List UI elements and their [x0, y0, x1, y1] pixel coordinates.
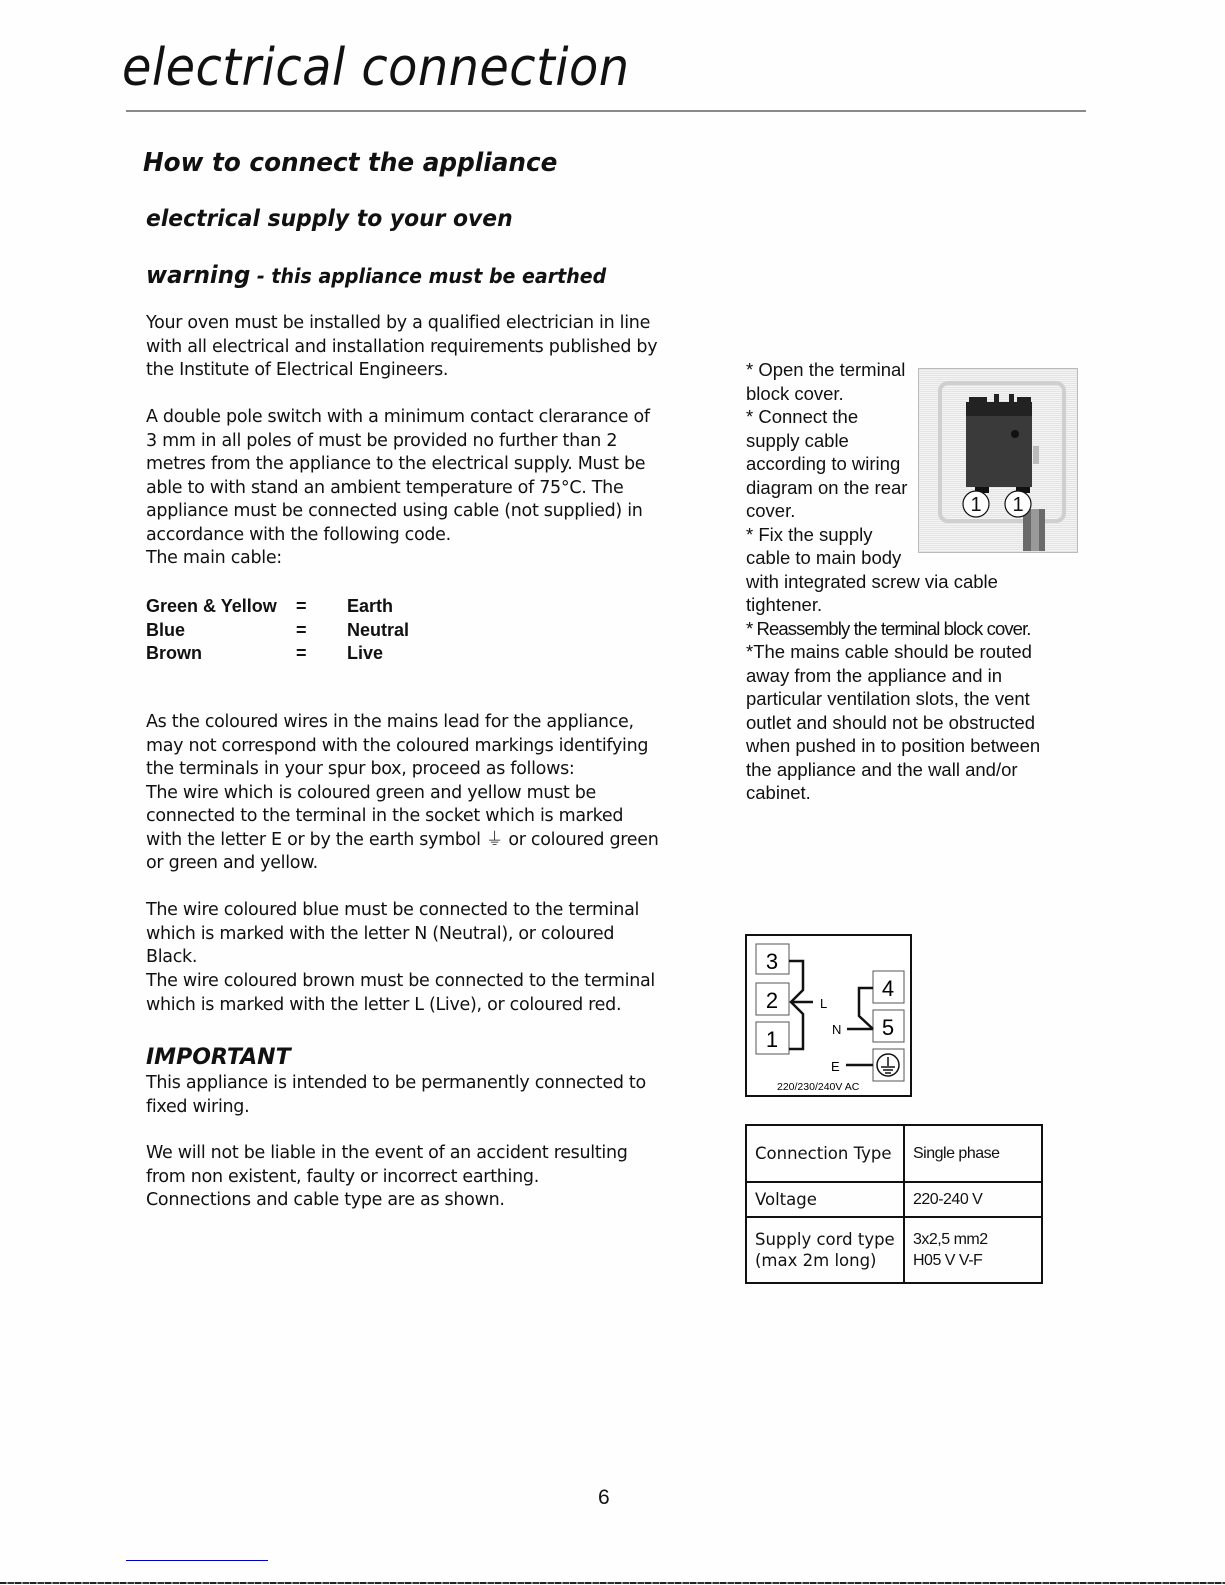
table-row: [746, 1182, 1042, 1217]
link-underline[interactable]: [126, 1560, 268, 1561]
text-line: diagram on the rear: [746, 476, 908, 498]
terminal-block-photo: [918, 368, 1078, 553]
spec-value: 220-240 V: [904, 1182, 1042, 1217]
text-line: The wire which is coloured green and yellow must be: [146, 782, 597, 803]
text-line: or green and yellow.: [146, 853, 318, 873]
text-line: away from the appliance and in: [746, 664, 1003, 686]
text-line: The main cable:: [146, 548, 282, 568]
terminal-1-label: 1: [765, 1027, 779, 1052]
text-line: particular ventilation slots, the vent: [746, 688, 1030, 709]
steps-narrow-block: [746, 358, 916, 570]
coloured-wires-paragraph: [146, 711, 666, 876]
spec-key: Connection Type: [746, 1125, 904, 1182]
text-line: supply cable: [746, 429, 849, 451]
warning-text: - this appliance must be earthed: [250, 264, 607, 288]
text-line: with integrated screw via cable: [746, 570, 998, 592]
wire-colour: Blue: [146, 619, 186, 640]
equals-sign: =: [296, 619, 307, 640]
wiring-diagram: [745, 934, 912, 1097]
subsection-heading: electrical supply to your oven: [146, 206, 513, 232]
text-line: Supply cord type: [755, 1230, 895, 1249]
text-line: may not correspond with the coloured markings identifying: [146, 735, 649, 756]
warning-label: warning: [146, 261, 251, 289]
text-line: * Fix the supply: [746, 523, 873, 545]
section-heading: How to connect the appliance: [143, 148, 558, 178]
terminal-block-illustration: [919, 369, 1077, 552]
liability-paragraph: [146, 1142, 666, 1213]
voltage-label: 220/230/240V AC: [777, 1081, 860, 1093]
neutral-label: N: [832, 1022, 842, 1037]
equals-sign: =: [296, 643, 307, 663]
spec-key: Voltage: [746, 1182, 904, 1217]
text-line: *The mains cable should be routed: [746, 641, 1032, 662]
text-line: metres from the appliance to the electrical supply. Must be: [146, 454, 646, 474]
table-row: [746, 1125, 1042, 1182]
page-title: electrical connection: [122, 38, 630, 98]
text-line: 3x2,5 mm2: [913, 1231, 988, 1248]
text-line: according to wiring: [746, 453, 901, 474]
text-line: cover.: [746, 500, 796, 521]
wire-colour: Brown: [146, 643, 202, 663]
page-number: 6: [598, 1486, 610, 1509]
text-line: * Open the terminal: [746, 359, 906, 380]
text-line: when pushed in to position between: [746, 735, 1041, 756]
text-line: tightener.: [746, 594, 823, 615]
live-label: L: [820, 996, 828, 1011]
photo-label: 1: [1012, 494, 1024, 516]
photo-label: 1: [970, 494, 982, 516]
text-line: connected to the terminal in the socket which is marked: [146, 806, 624, 826]
bottom-border: [0, 1582, 1225, 1584]
text-line: the terminals in your spur box, proceed as follows:: [146, 759, 575, 779]
text-line: with the letter E or by the earth symbol ⏚ or coloured green: [146, 829, 659, 850]
text-line: We will not be liable in the event of an accident resulting: [146, 1143, 628, 1163]
text-line: block cover.: [746, 382, 844, 404]
connection-spec-table: [745, 1124, 1043, 1284]
text-line: (max 2m long): [755, 1251, 877, 1270]
terminal-4-label: 4: [881, 976, 895, 1001]
text-line: from non existent, faulty or incorrect earthing.: [146, 1166, 539, 1187]
text-line: appliance must be connected using cable (not supplied) in: [146, 501, 643, 521]
terminal-2-label: 2: [765, 988, 779, 1013]
important-text: This appliance is intended to be permanently connected to fixed wiring.: [146, 1073, 646, 1117]
reassembly-step: * Reassembly the terminal block cover.: [746, 617, 1031, 639]
table-row: [746, 1217, 1042, 1283]
double-pole-switch-paragraph: [146, 406, 666, 571]
spec-value: [904, 1217, 1042, 1283]
text-line: 3 mm in all poles of must be provided no further than 2: [146, 430, 618, 451]
earth-label: E: [831, 1059, 840, 1074]
terminal-5-label: 5: [881, 1015, 895, 1040]
install-requirements-paragraph: Your oven must be installed by a qualified electrician in line with all electrical and installation requirements published by the Institute of Electrical Engineers.: [146, 313, 658, 380]
wire-function: Live: [347, 643, 384, 663]
text-line: As the coloured wires in the mains lead for the appliance,: [146, 712, 634, 732]
important-heading: IMPORTANT: [146, 1045, 291, 1070]
wire-function: Earth: [347, 596, 394, 616]
text-line: cabinet.: [746, 782, 811, 803]
text-line: outlet and should not be obstructed: [746, 711, 1036, 733]
text-line: able to with stand an ambient temperature of 75°C. The: [146, 477, 624, 498]
warning-heading: [146, 261, 606, 289]
spec-key: [746, 1217, 904, 1283]
wire-colour-code-table: [146, 595, 409, 666]
text-line: H05 V V-F: [913, 1252, 983, 1269]
brown-wire-paragraph: The wire coloured brown must be connected to the terminal which is marked with the letter L (Live), or coloured red.: [146, 971, 655, 1015]
terminal-3-label: 3: [765, 949, 779, 974]
text-line: cable to main body: [746, 547, 902, 568]
wire-code-row: [146, 595, 409, 619]
text-line: A double pole switch with a minimum contact clerarance of: [146, 407, 650, 427]
equals-sign: =: [296, 596, 307, 616]
text-line: accordance with the following code.: [146, 524, 451, 545]
wire-colour: Green & Yellow: [146, 596, 277, 616]
spec-value: Single phase: [904, 1125, 1042, 1182]
wire-code-row: [146, 642, 409, 666]
text-line: the appliance and the wall and/or: [746, 758, 1018, 780]
text-line: Connections and cable type are as shown.: [146, 1190, 505, 1210]
title-divider: [126, 110, 1086, 112]
wire-function: Neutral: [347, 619, 410, 640]
wire-code-row: [146, 619, 409, 643]
blue-wire-paragraph: The wire coloured blue must be connected to the terminal which is marked with the letter N (Neutral), or coloured Black.: [146, 900, 640, 967]
text-line: * Connect the: [746, 406, 859, 427]
